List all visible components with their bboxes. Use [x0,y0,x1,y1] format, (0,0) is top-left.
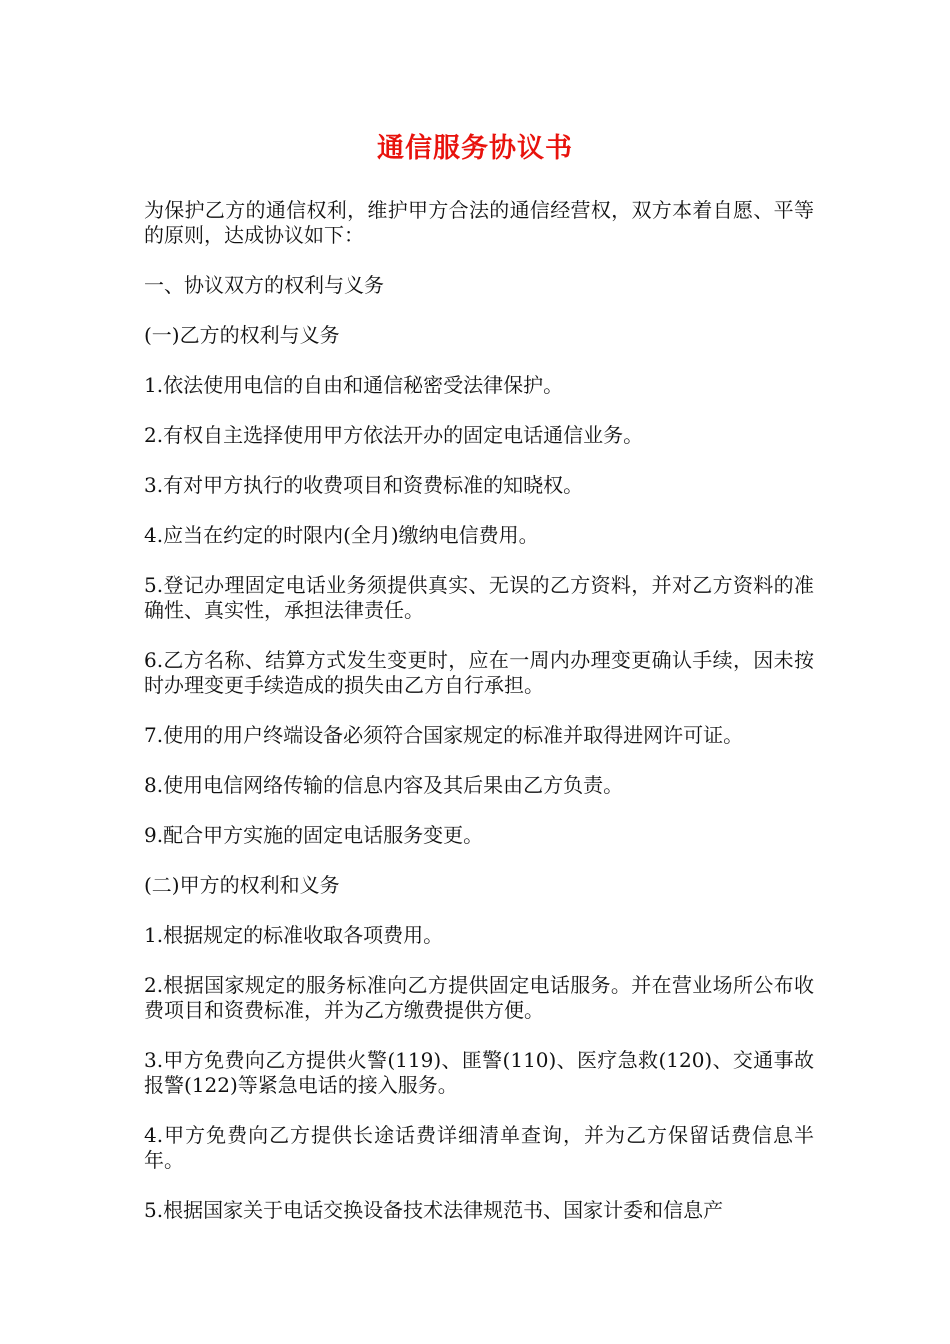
document-title: 通信服务协议书 [377,133,573,164]
clause-b-9: 9.配合甲方实施的固定电话服务变更。 [144,823,484,847]
clause-b-7: 7.使用的用户终端设备必须符合国家规定的标准并取得进网许可证。 [144,723,744,747]
document-body [144,198,814,1248]
clause-a-2: 2.根据国家规定的服务标准向乙方提供固定电话服务。并在营业场所公布收费项目和资费标准，并为乙方缴费提供方便。 [144,973,814,1022]
clause-b-6: 6.乙方名称、结算方式发生变更时，应在一周内办理变更确认手续，因未按时办理变更手续造成的损失由乙方自行承担。 [144,648,814,697]
clause-b-4: 4.应当在约定的时限内(全月)缴纳电信费用。 [144,523,539,547]
clause-b-8: 8.使用电信网络传输的信息内容及其后果由乙方负责。 [144,773,624,797]
clause-a-4: 4.甲方免费向乙方提供长途话费详细清单查询，并为乙方保留话费信息半年。 [144,1123,814,1172]
subsection-heading-party-a: (二)甲方的权利和义务 [144,873,340,897]
clause-b-5: 5.登记办理固定电话业务须提供真实、无误的乙方资料，并对乙方资料的准确性、真实性，承担法律责任。 [144,573,814,622]
clause-b-3: 3.有对甲方执行的收费项目和资费标准的知晓权。 [144,473,584,497]
clause-a-1: 1.根据规定的标准收取各项费用。 [144,923,444,947]
clause-b-1: 1.依法使用电信的自由和通信秘密受法律保护。 [144,373,564,397]
subsection-heading-party-b: (一)乙方的权利与义务 [144,323,340,347]
clause-a-3: 3.甲方免费向乙方提供火警(119)、匪警(110)、医疗急救(120)、交通事故报警(122)等紧急电话的接入服务。 [144,1048,814,1097]
clause-a-5: 5.根据国家关于电话交换设备技术法律规范书、国家计委和信息产 [144,1198,724,1222]
clause-b-2: 2.有权自主选择使用甲方依法开办的固定电话通信业务。 [144,423,644,447]
section-heading-rights-obligations: 一、协议双方的权利与义务 [144,273,384,297]
paragraph-preamble: 为保护乙方的通信权利，维护甲方合法的通信经营权，双方本着自愿、平等的原则，达成协议如下： [144,198,814,247]
